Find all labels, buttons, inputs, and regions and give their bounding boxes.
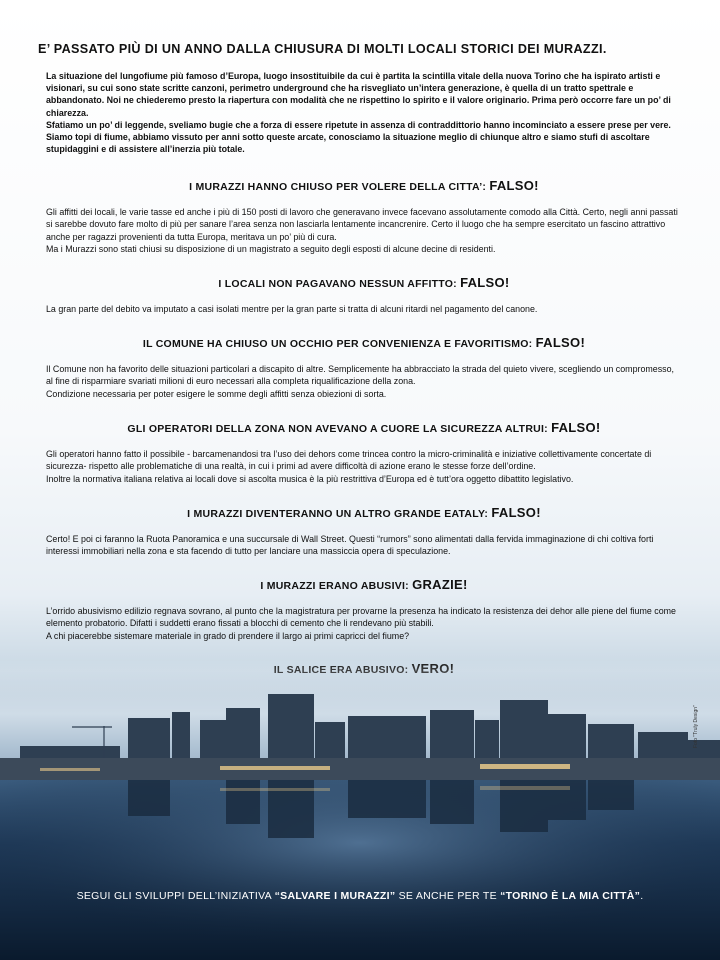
section-paragraph: La gran parte del debito va imputato a casi isolati mentre per la gran parte si tratta di alcuni ritardi nel pagamento del canone.: [46, 304, 538, 314]
section-body: [46, 363, 682, 400]
section-heading: [46, 178, 682, 193]
verdict-text: FALSO!: [460, 275, 510, 290]
murazzi-panorama-photo: [0, 660, 720, 960]
section-body: [46, 448, 682, 485]
verdict-text: FALSO!: [491, 505, 541, 520]
section-citta: [46, 178, 682, 256]
section-eataly: [46, 505, 682, 558]
section-paragraph: A chi piacerebbe sistemare materiale in grado di prendere il largo ai primi capricci del fiume?: [46, 630, 410, 641]
section-paragraph: Ma i Murazzi sono stati chiusi su disposizione di un magistrato a seguito degli esposti di alcune decine di residenti.: [46, 244, 496, 255]
section-abusivi: [46, 577, 682, 642]
section-body: [46, 303, 682, 315]
section-paragraph: L’orrido abusivismo edilizio regnava sovrano, al punto che la magistratura per provarne la presenza ha indicato la resistenza dei dehor alle piene del fiume come elemento probatorio. Difatti i suddetti erano fissati a blocchi di cemento che li rendevano più stabili.: [46, 606, 676, 629]
section-paragraph: Certo! E poi ci faranno la Ruota Panoramica e una succursale di Wall Street. Questi “rumors” sono alimentati dalla fervida immaginazione di chi coltiva forti interessi immobiliari nella zona e sta facendo di tutto per lanciare una massiccia opera di speculazione.: [46, 534, 654, 557]
footer-middle: SE ANCHE PER TE: [395, 890, 501, 902]
section-sicurezza: [46, 420, 682, 485]
claim-text: IL COMUNE HA CHIUSO UN OCCHIO PER CONVENIENZA E FAVORITISMO:: [142, 338, 533, 350]
headline: E’ PASSATO PIÙ DI UN ANNO DALLA CHIUSURA DI MOLTI LOCALI STORICI DEI MURAZZI.: [38, 42, 607, 56]
claim-text: I LOCALI NON PAGAVANO NESSUN AFFITTO:: [218, 278, 457, 290]
section-paragraph: Il Comune non ha favorito delle situazioni particolari a discapito di altre. Semplicemente ha abbracciato la strada del quieto vivere, scegliendo un compromesso, al fine di risparmiare svariati milioni di euro necessari alla completa riqualificazione della zona.: [46, 364, 675, 387]
photo-credit: Foto "Truly Design": [693, 705, 699, 748]
section-heading: [46, 275, 682, 290]
intro-paragraph: Sfatiamo un po’ di leggende, sveliamo bugie che a forza di essere ripetute in assenza di contraddittorio hanno incominciato a essere prese per vere. Siamo topi di fiume, abbiamo vissuto per anni sotto queste arcate, conosciamo la situazione meglio di chiunque altro e siamo stufi di ascoltare stupidaggini e di assistere all’inerzia più totale.: [46, 119, 671, 155]
verdict-text: FALSO!: [489, 178, 539, 193]
section-affitto: [46, 275, 682, 315]
section-paragraph: Inoltre la normativa italiana relativa ai locali dove si ascolta musica è la più restrittiva d’Europa ed è tutt’ora oggetto dibattito legislativo.: [46, 473, 574, 484]
claim-text: I MURAZZI ERANO ABUSIVI:: [260, 580, 409, 592]
section-heading: [46, 335, 682, 350]
verdict-text: FALSO!: [551, 420, 601, 435]
footer-prefix: SEGUI GLI SVILUPPI DELL’INIZIATIVA: [76, 890, 275, 902]
section-body: [46, 206, 682, 256]
section-body: [46, 533, 682, 558]
footer-suffix: .: [640, 890, 644, 902]
section-heading: [46, 420, 682, 435]
footer-initiative: “SALVARE I MURAZZI”: [274, 890, 396, 902]
footer-call-to-action: [0, 890, 720, 902]
section-paragraph: Gli operatori hanno fatto il possibile - barcamenandosi tra l’uso dei dehors come trincea contro la micro-criminalità e iniziative collettivamente concertate di sicurezza- rispetto alle problematiche di una realtà, in cui i primi ad avere difficoltà di azione erano le stesse forze dell’ordine.: [46, 449, 652, 472]
section-body: [46, 605, 682, 642]
claim-text: I MURAZZI DIVENTERANNO UN ALTRO GRANDE EATALY:: [187, 508, 489, 520]
intro-block: [46, 70, 682, 155]
footer-slogan: “TORINO È LA MIA CITTÀ”: [500, 890, 641, 902]
section-heading: [46, 505, 682, 520]
verdict-text: GRAZIE!: [412, 577, 468, 592]
section-comune: [46, 335, 682, 400]
claim-text: I MURAZZI HANNO CHIUSO PER VOLERE DELLA CITTA’:: [189, 181, 487, 193]
claim-text: GLI OPERATORI DELLA ZONA NON AVEVANO A CUORE LA SICUREZZA ALTRUI:: [127, 423, 548, 435]
intro-paragraph: La situazione del lungofiume più famoso d’Europa, luogo insostituibile da cui è partita la scintilla vitale della nuova Torino che ha ispirato artisti e visionari, su cui sono state scritte canzoni, perimetro underground che ha risvegliato un’intera generazione, è quella di un tratto spettrale e abbandonato. Noi ne chiederemo presto la riapertura con modalità che ne rispettino lo spirito e il valore originario. Prima però occorre fare un po’ di chiarezza.: [46, 71, 671, 118]
section-paragraph: Condizione necessaria per poter esigere le somme degli affitti senza obiezioni di sorta.: [46, 388, 387, 399]
verdict-text: FALSO!: [535, 335, 586, 350]
embankment: [0, 758, 720, 780]
section-paragraph: Gli affitti dei locali, le varie tasse ed anche i più di 150 posti di lavoro che generavano invece facevano assolutamente comodo alla Città. Certo, negli anni passati si sarebbe dovuto fare molto di più per sanare l’area senza non lasciarla lentamente incancrenire. Certo il luogo che ha sempre esercitato un fascino attrattivo anche per ragazzi provenienti da tutta Europa, meritava un po’ più di cura.: [46, 207, 678, 242]
section-heading: [46, 577, 682, 592]
